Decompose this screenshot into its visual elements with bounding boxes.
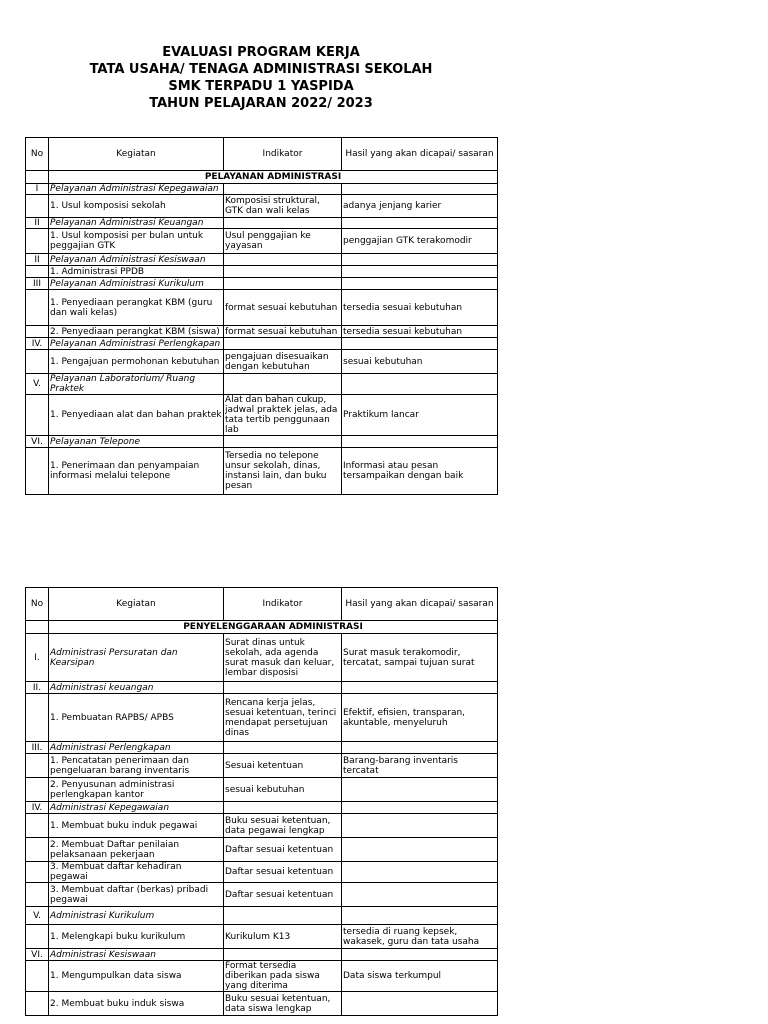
row-indikator: [224, 338, 342, 350]
table-row: [26, 883, 498, 907]
row-no: IV.: [26, 802, 49, 814]
row-indikator: Surat dinas untuk sekolah, ada agenda surat masuk dan keluar, lembar disposisi: [224, 634, 342, 682]
row-hasil: penggajian GTK terakomodir: [342, 229, 498, 254]
row-no: [26, 395, 49, 436]
row-kegiatan: 1. Mengumpulkan data siswa: [49, 961, 224, 992]
table-row: [26, 949, 498, 961]
row-no: [26, 694, 49, 742]
row-no: [26, 754, 49, 778]
table-pelayanan-administrasi: [25, 137, 498, 495]
heading-line-4: TAHUN PELAJARAN 2022/ 2023: [149, 96, 373, 111]
row-indikator: [224, 436, 342, 448]
row-indikator: Tersedia no telepone unsur sekolah, dinas, instansi lain, dan buku pesan: [224, 448, 342, 495]
row-hasil: [342, 436, 498, 448]
row-hasil: [342, 338, 498, 350]
table-row: [26, 814, 498, 838]
row-kegiatan: Administrasi Kepegawaian: [49, 802, 224, 814]
row-kegiatan: Pelayanan Administrasi Kepegawaian: [49, 184, 224, 195]
row-indikator: Format tersedia diberikan pada siswa yang diterima: [224, 961, 342, 992]
row-kegiatan: 1. Usul komposisi per bulan untuk peggajian GTK: [49, 229, 224, 254]
row-hasil: Surat masuk terakomodir, tercatat, sampai tujuan surat: [342, 634, 498, 682]
row-indikator: [224, 218, 342, 229]
row-kegiatan: Pelayanan Telepone: [49, 436, 224, 448]
row-hasil: [342, 883, 498, 907]
row-kegiatan: Pelayanan Administrasi Kesiswaan: [49, 254, 224, 266]
row-indikator: format sesuai kebutuhan: [224, 290, 342, 326]
table-row: [26, 254, 498, 266]
row-indikator: Usul penggajian ke yayasan: [224, 229, 342, 254]
row-hasil: Barang-barang inventaris tercatat: [342, 754, 498, 778]
table-row: [26, 907, 498, 925]
row-no: III.: [26, 742, 49, 754]
row-hasil: Data siswa terkumpul: [342, 961, 498, 992]
heading-line-1: EVALUASI PROGRAM KERJA: [162, 45, 360, 60]
row-indikator: Kurikulum K13: [224, 925, 342, 949]
row-no: [26, 778, 49, 802]
row-no: I: [26, 184, 49, 195]
table-row: [26, 278, 498, 290]
row-indikator: Rencana kerja jelas, sesuai ketentuan, terinci mendapat persetujuan dinas: [224, 694, 342, 742]
table-row: [26, 778, 498, 802]
row-no: [26, 838, 49, 862]
row-kegiatan: Administrasi Kesiswaan: [49, 949, 224, 961]
row-hasil: [342, 907, 498, 925]
table-header-row: [26, 588, 498, 621]
header-kegiatan: Kegiatan: [49, 588, 224, 621]
heading-line-3: SMK TERPADU 1 YASPIDA: [168, 79, 354, 94]
row-kegiatan: 3. Membuat daftar (berkas) pribadi pegawai: [49, 883, 224, 907]
row-hasil: [342, 184, 498, 195]
row-hasil: [342, 374, 498, 395]
row-hasil: [342, 862, 498, 883]
row-hasil: tersedia di ruang kepsek, wakasek, guru dan tata usaha: [342, 925, 498, 949]
row-indikator: [224, 802, 342, 814]
header-hasil: Hasil yang akan dicapai/ sasaran: [342, 588, 498, 621]
row-hasil: [342, 278, 498, 290]
row-kegiatan: 1. Membuat buku induk pegawai: [49, 814, 224, 838]
row-no: [26, 326, 49, 338]
row-kegiatan: 2. Membuat buku induk siswa: [49, 992, 224, 1016]
row-kegiatan: Administrasi Perlengkapan: [49, 742, 224, 754]
table-row: [26, 395, 498, 436]
row-hasil: [342, 254, 498, 266]
row-no: [26, 195, 49, 218]
row-kegiatan: 2. Membuat Daftar penilaian pelaksanaan pekerjaan: [49, 838, 224, 862]
table-row: [26, 266, 498, 278]
row-no: [26, 925, 49, 949]
header-indikator: Indikator: [224, 588, 342, 621]
row-kegiatan: 1. Administrasi PPDB: [49, 266, 224, 278]
row-indikator: [224, 184, 342, 195]
row-hasil: [342, 949, 498, 961]
row-indikator: sesuai kebutuhan: [224, 778, 342, 802]
table-row: [26, 195, 498, 218]
row-hasil: [342, 742, 498, 754]
table-row: [26, 862, 498, 883]
table-row: [26, 838, 498, 862]
section-title: PELAYANAN ADMINISTRASI: [49, 171, 498, 184]
row-no: [26, 883, 49, 907]
row-indikator: [224, 278, 342, 290]
row-indikator: Komposisi struktural, GTK dan wali kelas: [224, 195, 342, 218]
row-kegiatan: Administrasi Kurikulum: [49, 907, 224, 925]
row-hasil: [342, 218, 498, 229]
row-indikator: [224, 742, 342, 754]
row-kegiatan: 1. Penyediaan perangkat KBM (guru dan wali kelas): [49, 290, 224, 326]
row-hasil: sesuai kebutuhan: [342, 350, 498, 374]
row-no: II.: [26, 682, 49, 694]
table-row: [26, 229, 498, 254]
row-hasil: [342, 992, 498, 1016]
row-no: [26, 448, 49, 495]
table-row: [26, 754, 498, 778]
row-kegiatan: 1. Penerimaan dan penyampaian informasi melalui telepone: [49, 448, 224, 495]
table-row: [26, 448, 498, 495]
row-indikator: [224, 949, 342, 961]
table-row: [26, 992, 498, 1016]
row-kegiatan: Pelayanan Administrasi Kurikulum: [49, 278, 224, 290]
row-hasil: Informasi atau pesan tersampaikan dengan baik: [342, 448, 498, 495]
row-no: IV.: [26, 338, 49, 350]
table-row: [26, 694, 498, 742]
header-hasil: Hasil yang akan dicapai/ sasaran: [342, 138, 498, 171]
row-indikator: format sesuai kebutuhan: [224, 326, 342, 338]
row-hasil: [342, 778, 498, 802]
table-row: [26, 350, 498, 374]
row-kegiatan: 3. Membuat daftar kehadiran pegawai: [49, 862, 224, 883]
row-no: II: [26, 254, 49, 266]
row-no: VI.: [26, 949, 49, 961]
row-no: V.: [26, 374, 49, 395]
row-indikator: Sesuai ketentuan: [224, 754, 342, 778]
row-no: III: [26, 278, 49, 290]
section-row: [26, 171, 498, 184]
table-row: [26, 961, 498, 992]
row-hasil: tersedia sesuai kebutuhan: [342, 290, 498, 326]
row-kegiatan: 1. Pembuatan RAPBS/ APBS: [49, 694, 224, 742]
header-indikator: Indikator: [224, 138, 342, 171]
row-kegiatan: 1. Usul komposisi sekolah: [49, 195, 224, 218]
row-kegiatan: 2. Penyediaan perangkat KBM (siswa): [49, 326, 224, 338]
table-row: [26, 290, 498, 326]
table-header-row: [26, 138, 498, 171]
header-no: No: [26, 138, 49, 171]
row-kegiatan: Administrasi keuangan: [49, 682, 224, 694]
row-kegiatan: Administrasi Persuratan dan Kearsipan: [49, 634, 224, 682]
row-hasil: [342, 802, 498, 814]
document-heading: [0, 44, 522, 112]
row-no: [26, 992, 49, 1016]
row-indikator: Daftar sesuai ketentuan: [224, 838, 342, 862]
row-kegiatan: 2. Penyusunan administrasi perlengkapan kantor: [49, 778, 224, 802]
row-indikator: Buku sesuai ketentuan, data pegawai lengkap: [224, 814, 342, 838]
table-row: [26, 925, 498, 949]
row-kegiatan: 1. Pencatatan penerimaan dan pengeluaran barang inventaris: [49, 754, 224, 778]
row-no: I.: [26, 634, 49, 682]
section-spacer: [26, 171, 49, 184]
row-kegiatan: 1. Pengajuan permohonan kebutuhan: [49, 350, 224, 374]
row-kegiatan: Pelayanan Administrasi Perlengkapan: [49, 338, 224, 350]
table-row: [26, 374, 498, 395]
row-indikator: [224, 374, 342, 395]
section-spacer: [26, 621, 49, 634]
row-no: [26, 266, 49, 278]
row-kegiatan: Pelayanan Laboratorium/ Ruang Praktek: [49, 374, 224, 395]
row-no: [26, 961, 49, 992]
table-row: [26, 218, 498, 229]
row-no: [26, 290, 49, 326]
header-no: No: [26, 588, 49, 621]
table-row: [26, 338, 498, 350]
heading-line-2: TATA USAHA/ TENAGA ADMINISTRASI SEKOLAH: [89, 62, 433, 77]
table-row: [26, 184, 498, 195]
section-row: [26, 621, 498, 634]
row-no: II: [26, 218, 49, 229]
row-indikator: [224, 682, 342, 694]
row-no: [26, 229, 49, 254]
row-hasil: adanya jenjang karier: [342, 195, 498, 218]
row-no: [26, 862, 49, 883]
table-row: [26, 634, 498, 682]
row-indikator: [224, 266, 342, 278]
row-no: [26, 814, 49, 838]
row-no: [26, 350, 49, 374]
row-hasil: [342, 682, 498, 694]
row-indikator: [224, 254, 342, 266]
section-title: PENYELENGGARAAN ADMINISTRASI: [49, 621, 498, 634]
row-indikator: Alat dan bahan cukup, jadwal praktek jelas, ada tata tertib penggunaan lab: [224, 395, 342, 436]
row-kegiatan: Pelayanan Administrasi Keuangan: [49, 218, 224, 229]
row-hasil: Praktikum lancar: [342, 395, 498, 436]
table-row: [26, 742, 498, 754]
row-hasil: tersedia sesuai kebutuhan: [342, 326, 498, 338]
table-row: [26, 436, 498, 448]
row-kegiatan: 1. Melengkapi buku kurikulum: [49, 925, 224, 949]
row-indikator: [224, 907, 342, 925]
row-indikator: pengajuan disesuaikan dengan kebutuhan: [224, 350, 342, 374]
table-penyelenggaraan-administrasi: [25, 587, 498, 1016]
row-no: VI.: [26, 436, 49, 448]
table-row: [26, 326, 498, 338]
row-hasil: [342, 838, 498, 862]
row-hasil: Efektif, efisien, transparan, akuntable, menyeluruh: [342, 694, 498, 742]
row-hasil: [342, 814, 498, 838]
row-indikator: Buku sesuai ketentuan, data siswa lengkap: [224, 992, 342, 1016]
table-row: [26, 802, 498, 814]
row-hasil: [342, 266, 498, 278]
row-indikator: Daftar sesuai ketentuan: [224, 883, 342, 907]
row-indikator: Daftar sesuai ketentuan: [224, 862, 342, 883]
table-row: [26, 682, 498, 694]
row-kegiatan: 1. Penyediaan alat dan bahan praktek: [49, 395, 224, 436]
row-no: V.: [26, 907, 49, 925]
header-kegiatan: Kegiatan: [49, 138, 224, 171]
